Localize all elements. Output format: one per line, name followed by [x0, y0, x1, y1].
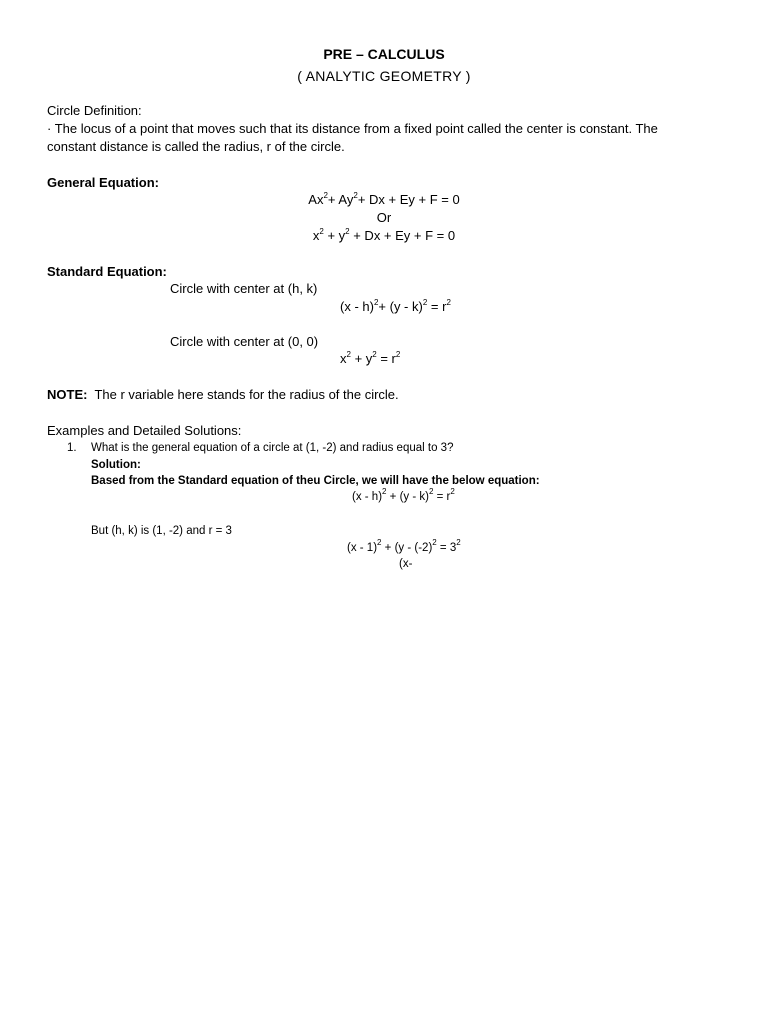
definition-heading: Circle Definition: — [47, 103, 142, 118]
note-text: The r variable here stands for the radius of the circle. — [87, 387, 399, 402]
standard-case1-label: Circle with center at (h, k) — [170, 281, 318, 296]
definition-line-2: constant distance is called the radius, r of the circle. — [47, 139, 345, 154]
example-number: 1. — [67, 442, 77, 454]
solution-but-line: But (h, k) is (1, -2) and r = 3 — [91, 525, 232, 537]
solution-equation-2: $(x - 1)^2 + (y - (-2)^2 = 3^2$ — [347, 538, 461, 554]
example-question: What is the general equation of a circle at (1, -2) and radius equal to 3? — [91, 442, 454, 454]
standard-equation-heading: Standard Equation: — [47, 264, 167, 279]
examples-heading: Examples and Detailed Solutions: — [47, 423, 242, 438]
definition-line-1: · The locus of a point that moves such that its distance from a fixed point called the center is constant. The — [47, 121, 658, 136]
page-title: PRE – CALCULUS — [323, 46, 445, 62]
solution-equation-1: $(x - h)^2 + (y - k)^2 = r^2$ — [352, 487, 455, 503]
general-equation-or: Or — [376, 210, 392, 225]
note — [47, 387, 399, 403]
standard-case1-equation: $(x - h)^2+ (y - k)^2 = r^2$ — [340, 297, 451, 314]
standard-case2-label: Circle with center at (0, 0) — [170, 334, 319, 349]
solution-partial-line: (x- — [399, 558, 413, 570]
solution-based-from: Based from the Standard equation of theu Circle, we will have the below equation: — [91, 475, 540, 487]
solution-label: Solution: — [91, 459, 141, 471]
general-equation-1: $Ax^2+ Ay^2+ Dx + Ey + F = 0$ — [308, 190, 460, 207]
general-equation-2: $x^2 + y^2 + Dx + Ey + F = 0$ — [312, 226, 456, 243]
note-label: NOTE: — [47, 387, 88, 402]
general-equation-heading: General Equation: — [47, 175, 159, 190]
standard-case2-equation: $x^2 + y^2 = r^2$ — [340, 349, 401, 366]
page-subtitle: ( ANALYTIC GEOMETRY ) — [297, 68, 471, 84]
